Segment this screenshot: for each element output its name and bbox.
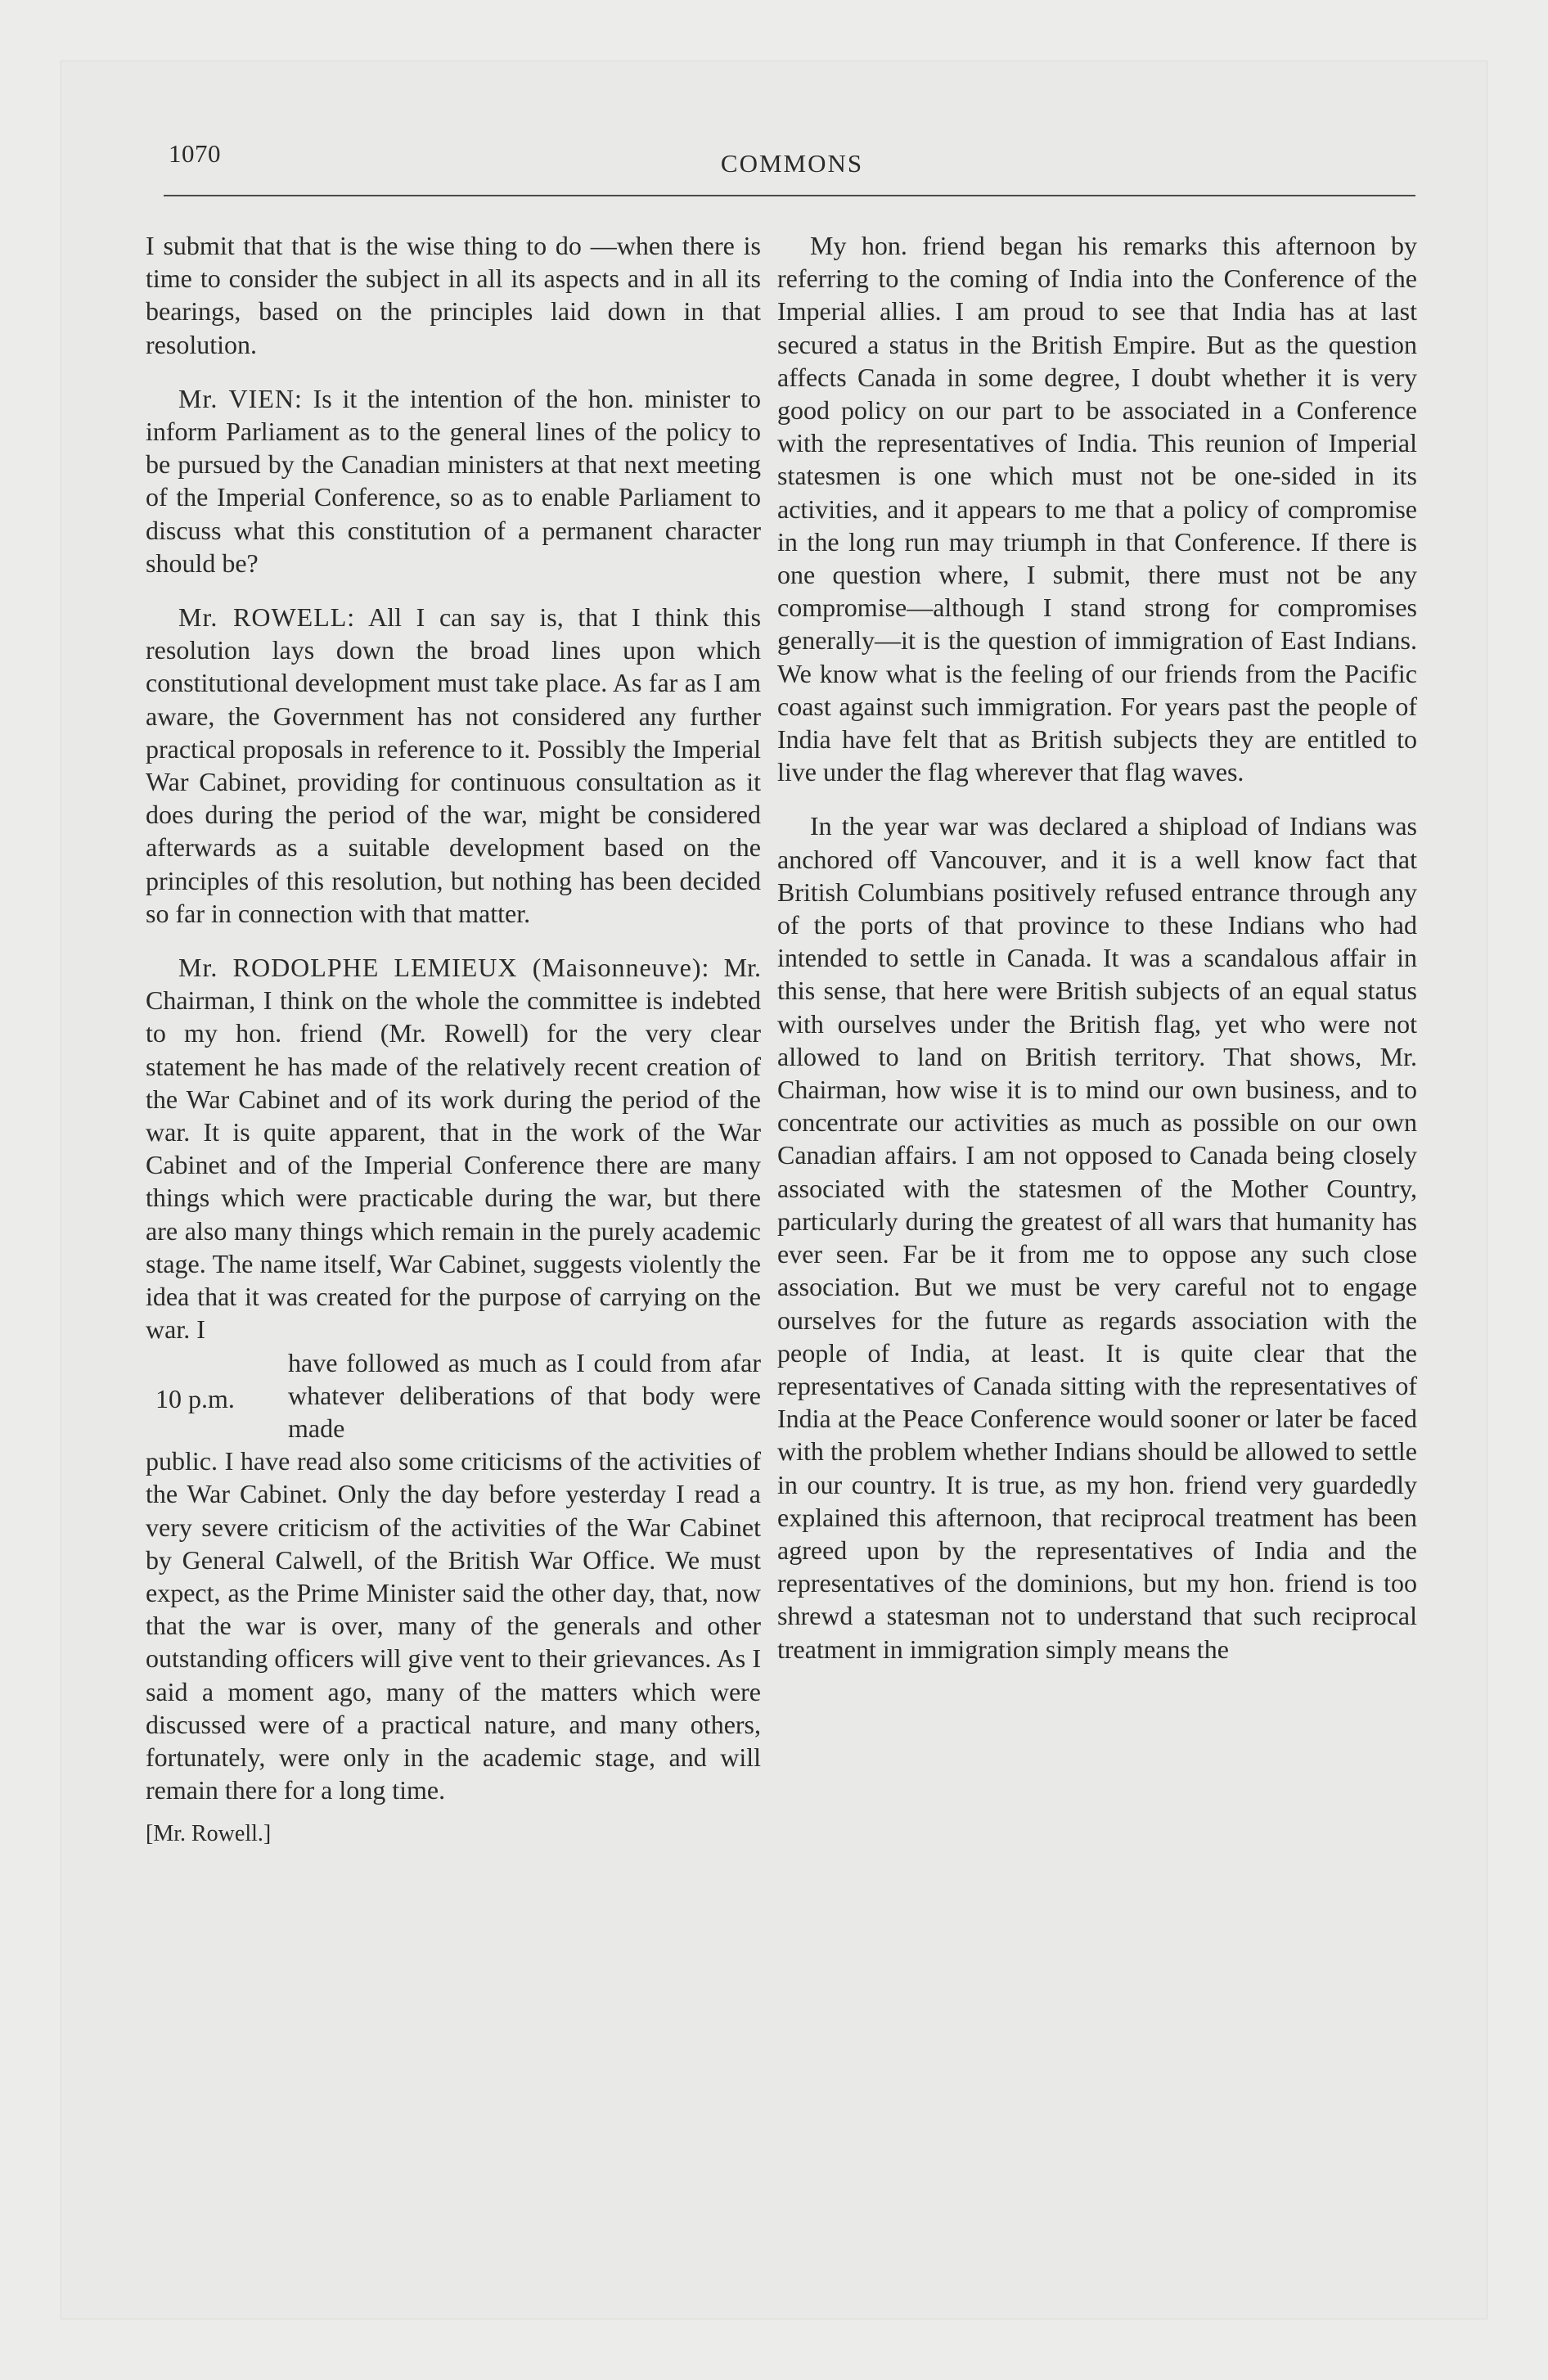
paragraph <box>146 382 761 579</box>
footer-attribution: [Mr. Rowell.] <box>146 1821 272 1847</box>
margin-time-note: 10 p.m. <box>155 1383 235 1413</box>
speaker-name: Mr. RODOLPHE LEMIEUX (Maisonneuve): <box>178 953 710 983</box>
paragraph: In the year war was declared a shipload of Indians was anchored off Vancouver, and it is a well know fact that British Columbians positively refused entrance through any of the ports of that province to these Indians who had intended to settle in Canada. It was a scandalous affair in this sense, that here were British subjects of an equal status with ourselves under the British flag, yet who were not allowed to land on British territory. That shows, Mr. Chairman, how wise it is to mind our own business, and to concentrate our activities as much as possible on our own Canadian affairs. I am not opposed to Canada being closely associated with the statesmen of the Mother Country, particularly during the greatest of all wars that humanity has ever seen. Far be it from me to oppose any such close association. But we must be very careful not to engage ourselves for the future as regards association with the people of India, at least. It is quite clear that the representatives of Canada sitting with the representatives of India at the Peace Conference would sooner or later be faced with the problem whether Indians should be allowed to settle in our country. It is true, as my hon. friend very guardedly explained this afternoon, that reciprocal treatment has been agreed upon by the representatives of India and the representatives of the dominions, but my hon. friend is too shrewd a statesman not to understand that such reciprocal treatment in immigration simply means the <box>777 811 1417 1664</box>
paragraph-continuation: public. I have read also some criticisms of the activities of the War Cabinet. Only the day before yesterday I read a very severe criticism of the activities of the War Cabinet by General Calwell, of the British War Office. We must expect, as the Prime Minister said the other day, that, now that the war is over, many of the generals and other outstanding officers will give vent to their grievances. As I said a moment ago, many of the matters which were discussed were of a practical nature, and many others, fortunately, were only in the academic stage, and will remain there for a long time. <box>146 1446 761 1805</box>
left-column <box>146 229 761 1851</box>
paragraph <box>146 601 761 930</box>
paragraph: I submit that that is the wise thing to do —when there is time to consider the subject in all its aspects and in all its bearings, based on the principles laid down in that resolution. <box>146 231 761 359</box>
page-header <box>169 139 1415 185</box>
running-head: COMMONS <box>720 149 864 178</box>
header-rule <box>164 195 1415 196</box>
page-number: 1070 <box>169 139 221 168</box>
right-column <box>777 229 1417 1687</box>
speaker-name: Mr. ROWELL: <box>178 602 356 633</box>
paragraph: My hon. friend began his remarks this afternoon by referring to the coming of India into the Conference of the Imperial allies. I am proud to see that India has at last secured a status in the British Empire. But as the question affects Canada in some degree, I doubt whether it is very good policy on our part to be associated in a Conference with the representatives of India. This reunion of Imperial statesmen is one which must not be one-sided in its activities, and it appears to me that a policy of compromise in the long run may triumph in that Conference. If there is one question where, I submit, there must not be any compromise—although I stand strong for compromises generally—it is the question of immigration of East Indians. We know what is the feeling of our friends from the Pacific coast against such immigration. For years past the people of India have felt that as British subjects they are entitled to live under the flag wherever that flag waves. <box>777 231 1417 787</box>
paragraph <box>146 951 761 1346</box>
paragraph-continuation: have followed as much as I could from afar whatever deliberations of that body were made <box>288 1347 761 1443</box>
speech-text: Mr. Chairman, I think on the whole the committee is indebted to my hon. friend (Mr. Rowell) for the very clear statement he has made of the relatively recent creation of the War Cabinet and of its work during the period of the war. It is quite apparent, that in the work of the War Cabinet and of the Imperial Conference there are many things which were practicable during the war, but there are also many things which remain in the purely academic stage. The name itself, War Cabinet, suggests violently the idea that it was created for the purpose of carrying on the war. I <box>146 953 761 1345</box>
margin-block <box>146 1346 761 1445</box>
speaker-name: Mr. VIEN: <box>178 383 303 413</box>
speech-text: All I can say is, that I think this resolution lays down the broad lines upon which constitutional development must take place. As far as I am aware, the Government has not considered any further practical proposals in reference to it. Possibly the Imperial War Cabinet, providing for continuous consultation as it does during the period of the war, might be considered afterwards as a suitable development based on the principles of this resolution, but nothing has been decided so far in connection with that matter. <box>146 602 762 928</box>
speech-text: Is it the intention of the hon. minister to inform Parliament as to the general lines of the policy to be pursued by the Canadian ministers at that next meeting of the Imperial Conference, so as to enable Parliament to discuss what this constitution of a permanent character should be? <box>146 383 761 578</box>
